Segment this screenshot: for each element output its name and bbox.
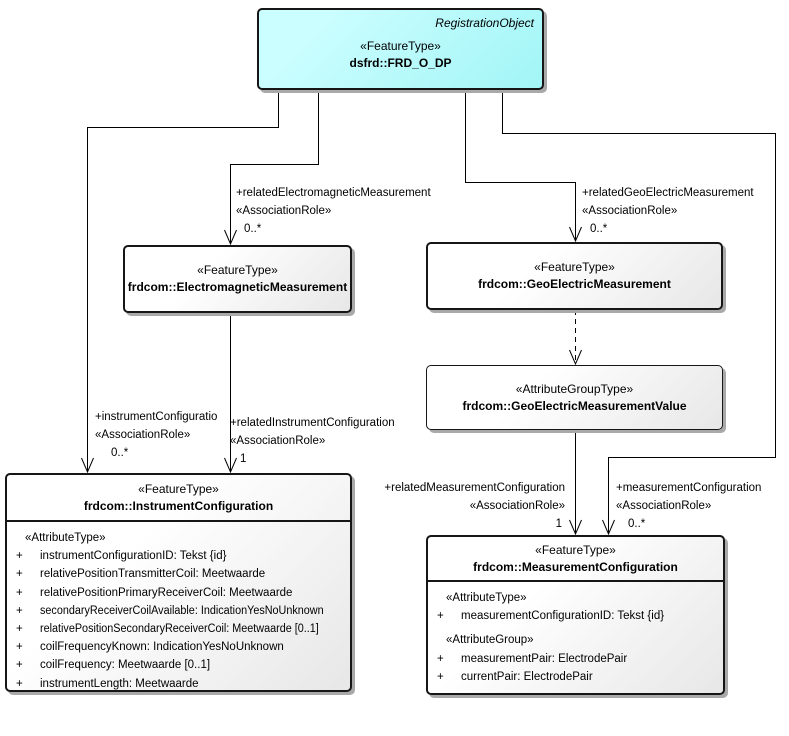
assoc-label-relatedinstrumentconfiguration — [230, 414, 395, 468]
visibility-marker: + — [16, 550, 23, 563]
role-stereotype: «AssociationRole» — [616, 500, 712, 512]
attribute-row — [428, 650, 719, 668]
attribute-row — [7, 602, 346, 620]
role-stereotype: «AssociationRole» — [230, 435, 326, 447]
role-stereotype: «AssociationRole» — [95, 429, 191, 441]
class-electromagneticmeasurement[interactable] — [123, 245, 352, 313]
assoc-label-relatedelectromagneticmeasurement — [236, 184, 431, 238]
multiplicity: 0..* — [111, 447, 129, 459]
attribute-text: measurementConfigurationID: Tekst {id} — [461, 610, 665, 623]
attribute-text: measurementPair: ElectrodePair — [461, 652, 628, 665]
class-name: frdcom::ElectromagneticMeasurement — [127, 280, 348, 294]
stereotype-label: «AttributeGroupType» — [515, 381, 634, 396]
visibility-marker: + — [437, 670, 444, 683]
class-frd-o-dp[interactable] — [257, 8, 544, 90]
visibility-marker: + — [437, 652, 444, 665]
edge-frd-measurementconfiguration — [503, 90, 776, 534]
attribute-text: relativePositionPrimaryReceiverCoil: Meetwaarde — [40, 586, 293, 599]
assoc-label-relatedmeasurementconfiguration — [368, 479, 565, 533]
attribute-row — [7, 638, 346, 656]
role-name: +relatedGeoElectricMeasurement — [582, 187, 754, 199]
visibility-marker: + — [16, 659, 23, 672]
role-name: +relatedInstrumentConfiguration — [230, 417, 395, 429]
role-name: +measurementConfiguration — [616, 482, 762, 494]
visibility-marker: + — [16, 568, 23, 581]
visibility-marker: + — [437, 610, 444, 623]
stereotype-label: «FeatureType» — [197, 263, 278, 277]
stereotype-label: «FeatureType» — [138, 481, 219, 496]
multiplicity: 0..* — [628, 518, 646, 530]
attribute-text: relativePositionSecondaryReceiverCoil: Meetwaarde [0..1] — [40, 623, 319, 636]
attribute-text: relativePositionTransmitterCoil: Meetwaarde — [40, 568, 266, 581]
attribute-text: coilFrequencyKnown: IndicationYesNoUnknown — [40, 641, 284, 654]
class-name: frdcom::InstrumentConfiguration — [83, 498, 274, 513]
class-tag-registrationobject: RegistrationObject — [435, 16, 534, 30]
visibility-marker: + — [16, 623, 23, 636]
attribute-section-header: «AttributeType» — [446, 592, 527, 604]
attribute-text: instrumentConfigurationID: Tekst {id} — [40, 550, 227, 563]
attribute-row — [428, 607, 719, 625]
assoc-label-measurementconfiguration — [616, 479, 761, 533]
role-name: +instrumentConfiguratio — [95, 411, 218, 423]
multiplicity: 1 — [240, 453, 247, 465]
visibility-marker: + — [16, 586, 23, 599]
attribute-compartment — [7, 522, 350, 693]
attribute-section-header: «AttributeGroup» — [446, 634, 534, 647]
role-name: +relatedMeasurementConfiguration — [384, 482, 565, 494]
class-measurementconfiguration[interactable] — [426, 535, 725, 695]
attribute-row — [428, 668, 719, 686]
attribute-section-header: «AttributeType» — [25, 532, 106, 544]
class-geoelectricmeasurement[interactable] — [426, 242, 723, 310]
attribute-compartment — [428, 582, 723, 686]
assoc-label-relatedgeoelectricmeasurement — [582, 184, 754, 238]
stereotype-label: «FeatureType» — [535, 542, 616, 557]
multiplicity: 0..* — [590, 223, 608, 235]
visibility-marker: + — [16, 677, 23, 690]
attribute-row — [7, 656, 346, 674]
attribute-row — [7, 584, 346, 602]
role-stereotype: «AssociationRole» — [582, 205, 678, 217]
multiplicity: 1 — [555, 518, 562, 530]
role-stereotype: «AssociationRole» — [236, 205, 332, 217]
role-name: +relatedElectromagneticMeasurement — [236, 187, 431, 199]
attribute-text: instrumentLength: Meetwaarde — [40, 677, 199, 690]
stereotype-label: «FeatureType» — [534, 260, 615, 274]
class-name: frdcom::MeasurementConfiguration — [473, 559, 678, 574]
attribute-text: coilFrequency: Meetwaarde [0..1] — [40, 659, 211, 672]
stereotype-label: «FeatureType» — [360, 39, 441, 53]
attribute-text: secondaryReceiverCoilAvailable: IndicationYesNoUnknown — [40, 604, 324, 617]
visibility-marker: + — [16, 641, 23, 654]
class-instrumentconfiguration[interactable] — [5, 473, 352, 692]
attribute-text: currentPair: ElectrodePair — [461, 670, 593, 683]
role-stereotype: «AssociationRole» — [469, 500, 565, 512]
class-name: frdcom::GeoElectricMeasurement — [478, 277, 671, 291]
visibility-marker: + — [16, 604, 23, 617]
edge-frd-geoelectricmeasurement — [466, 90, 576, 241]
class-geoelectricmeasurementvalue[interactable] — [426, 365, 723, 430]
multiplicity: 0..* — [244, 223, 262, 235]
assoc-label-instrumentconfiguration — [95, 408, 217, 462]
class-name: frdcom::GeoElectricMeasurementValue — [462, 398, 687, 413]
attribute-row — [7, 547, 346, 565]
attribute-row — [7, 565, 346, 583]
class-name: dsfrd::FRD_O_DP — [349, 56, 452, 70]
attribute-row — [7, 620, 346, 638]
attribute-row — [7, 675, 346, 693]
